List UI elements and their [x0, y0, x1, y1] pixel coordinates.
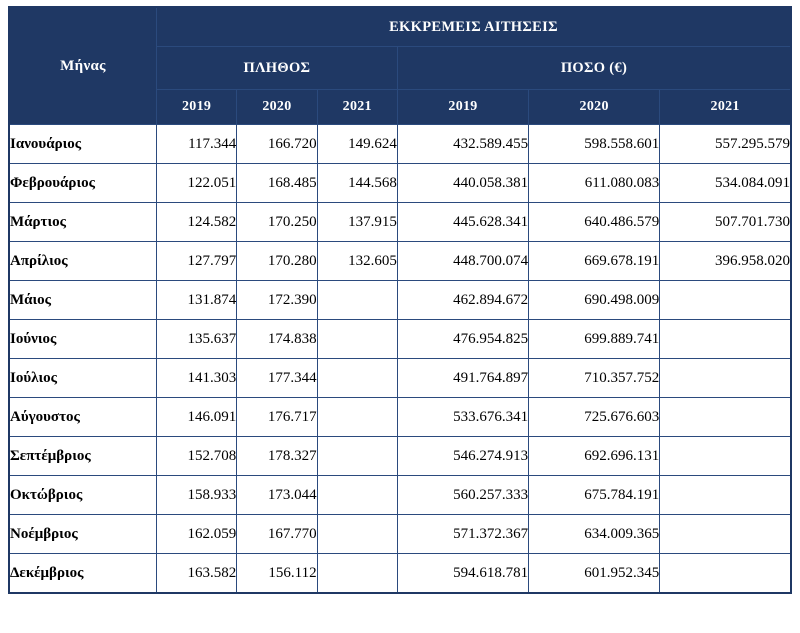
cell-amount-2019: 448.700.074 — [397, 242, 528, 281]
cell-amount-2021: 534.084.091 — [660, 164, 791, 203]
cell-amount-2019: 432.589.455 — [397, 125, 528, 164]
cell-count-2021 — [317, 437, 397, 476]
cell-count-2019: 127.797 — [156, 242, 236, 281]
header-group-count: ΠΛΗΘΟΣ — [156, 47, 397, 90]
cell-count-2019: 135.637 — [156, 320, 236, 359]
cell-amount-2020: 669.678.191 — [529, 242, 660, 281]
cell-count-2020: 166.720 — [237, 125, 317, 164]
header-count-2019: 2019 — [156, 90, 236, 125]
header-amount-2021: 2021 — [660, 90, 791, 125]
row-month-label: Αύγουστος — [9, 398, 156, 437]
row-month-label: Δεκέμβριος — [9, 554, 156, 594]
cell-amount-2019: 462.894.672 — [397, 281, 528, 320]
cell-count-2020: 177.344 — [237, 359, 317, 398]
cell-amount-2020: 690.498.009 — [529, 281, 660, 320]
row-month-label: Σεπτέμβριος — [9, 437, 156, 476]
cell-amount-2021 — [660, 398, 791, 437]
header-month: Μήνας — [9, 7, 156, 125]
header-row-title — [9, 7, 791, 47]
cell-amount-2019: 491.764.897 — [397, 359, 528, 398]
row-month-label: Οκτώβριος — [9, 476, 156, 515]
cell-count-2021: 132.605 — [317, 242, 397, 281]
cell-amount-2020: 611.080.083 — [529, 164, 660, 203]
cell-amount-2020: 598.558.601 — [529, 125, 660, 164]
cell-count-2020: 170.280 — [237, 242, 317, 281]
table-row — [9, 125, 791, 164]
header-title: ΕΚΚΡΕΜΕΙΣ ΑΙΤΗΣΕΙΣ — [156, 7, 791, 47]
row-month-label: Ιούνιος — [9, 320, 156, 359]
row-month-label: Νοέμβριος — [9, 515, 156, 554]
cell-count-2019: 158.933 — [156, 476, 236, 515]
table-row — [9, 554, 791, 594]
cell-amount-2020: 710.357.752 — [529, 359, 660, 398]
cell-amount-2019: 440.058.381 — [397, 164, 528, 203]
cell-amount-2019: 533.676.341 — [397, 398, 528, 437]
cell-amount-2019: 571.372.367 — [397, 515, 528, 554]
cell-count-2021 — [317, 398, 397, 437]
cell-count-2019: 152.708 — [156, 437, 236, 476]
cell-amount-2020: 692.696.131 — [529, 437, 660, 476]
cell-amount-2020: 675.784.191 — [529, 476, 660, 515]
cell-amount-2021 — [660, 320, 791, 359]
cell-amount-2019: 546.274.913 — [397, 437, 528, 476]
header-amount-2020: 2020 — [529, 90, 660, 125]
cell-count-2020: 172.390 — [237, 281, 317, 320]
cell-count-2019: 131.874 — [156, 281, 236, 320]
cell-amount-2020: 725.676.603 — [529, 398, 660, 437]
cell-count-2020: 170.250 — [237, 203, 317, 242]
cell-amount-2019: 445.628.341 — [397, 203, 528, 242]
table-row — [9, 242, 791, 281]
cell-count-2021 — [317, 476, 397, 515]
table-row — [9, 203, 791, 242]
cell-amount-2021 — [660, 359, 791, 398]
header-group-amount: ΠΟΣΟ (€) — [397, 47, 791, 90]
cell-count-2021 — [317, 281, 397, 320]
table-body — [9, 125, 791, 594]
cell-count-2021: 144.568 — [317, 164, 397, 203]
header-amount-2019: 2019 — [397, 90, 528, 125]
cell-amount-2021: 396.958.020 — [660, 242, 791, 281]
cell-count-2019: 117.344 — [156, 125, 236, 164]
cell-amount-2019: 476.954.825 — [397, 320, 528, 359]
table-row — [9, 281, 791, 320]
cell-count-2019: 141.303 — [156, 359, 236, 398]
cell-count-2020: 167.770 — [237, 515, 317, 554]
cell-count-2021: 149.624 — [317, 125, 397, 164]
cell-count-2019: 122.051 — [156, 164, 236, 203]
cell-amount-2019: 560.257.333 — [397, 476, 528, 515]
table-row — [9, 515, 791, 554]
cell-amount-2021: 557.295.579 — [660, 125, 791, 164]
cell-count-2020: 173.044 — [237, 476, 317, 515]
cell-count-2021 — [317, 359, 397, 398]
cell-count-2020: 156.112 — [237, 554, 317, 594]
cell-count-2020: 174.838 — [237, 320, 317, 359]
cell-count-2020: 176.717 — [237, 398, 317, 437]
cell-count-2021 — [317, 515, 397, 554]
table-row — [9, 398, 791, 437]
cell-count-2021: 137.915 — [317, 203, 397, 242]
row-month-label: Απρίλιος — [9, 242, 156, 281]
cell-count-2020: 168.485 — [237, 164, 317, 203]
cell-count-2019: 162.059 — [156, 515, 236, 554]
cell-amount-2021 — [660, 281, 791, 320]
row-month-label: Ιανουάριος — [9, 125, 156, 164]
cell-amount-2020: 601.952.345 — [529, 554, 660, 594]
row-month-label: Φεβρουάριος — [9, 164, 156, 203]
row-month-label: Μάιος — [9, 281, 156, 320]
cell-count-2019: 146.091 — [156, 398, 236, 437]
row-month-label: Ιούλιος — [9, 359, 156, 398]
row-month-label: Μάρτιος — [9, 203, 156, 242]
cell-count-2021 — [317, 320, 397, 359]
cell-amount-2021 — [660, 437, 791, 476]
cell-count-2020: 178.327 — [237, 437, 317, 476]
table-row — [9, 476, 791, 515]
table-header — [9, 7, 791, 125]
cell-amount-2021 — [660, 476, 791, 515]
header-count-2020: 2020 — [237, 90, 317, 125]
pending-applications-table — [8, 6, 792, 594]
table-row — [9, 320, 791, 359]
table-row — [9, 359, 791, 398]
header-count-2021: 2021 — [317, 90, 397, 125]
cell-count-2021 — [317, 554, 397, 594]
cell-amount-2021 — [660, 515, 791, 554]
table-row — [9, 164, 791, 203]
cell-amount-2021 — [660, 554, 791, 594]
cell-amount-2020: 634.009.365 — [529, 515, 660, 554]
cell-amount-2020: 640.486.579 — [529, 203, 660, 242]
table-row — [9, 437, 791, 476]
cell-amount-2021: 507.701.730 — [660, 203, 791, 242]
cell-count-2019: 124.582 — [156, 203, 236, 242]
cell-count-2019: 163.582 — [156, 554, 236, 594]
cell-amount-2020: 699.889.741 — [529, 320, 660, 359]
cell-amount-2019: 594.618.781 — [397, 554, 528, 594]
